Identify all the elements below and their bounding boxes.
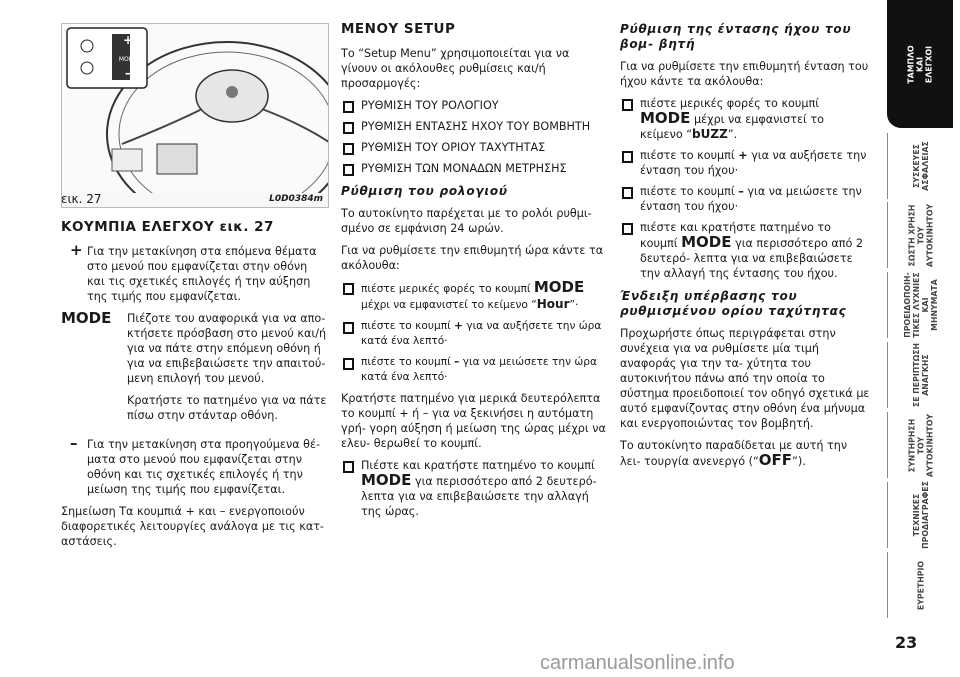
setup-item-text: ΡΥΘΜΙΣΗ ΤΩΝ ΜΟΝΑΔΩΝ ΜΕΤΡΗΣΗΣ <box>361 162 567 175</box>
tab-label: ΣΕ ΠΕΡΙΠΤΩΣΗ ΑΝΑΓΚΗΣ <box>912 342 930 408</box>
clock-step: πιέστε μερικές φορές το κουμπί MODE μέχρι να εμφανιστεί το κείμενο “Hour”· <box>341 280 607 313</box>
checkbox-bullet-icon <box>343 122 354 134</box>
checkbox-bullet-icon <box>343 101 354 113</box>
buzzer-p1: Για να ρυθμίσετε την επιθυμητή ένταση του ήχου κάντε τα ακόλουθα: <box>620 60 869 88</box>
plus-text: Για την μετακίνηση στα επόμενα θέματα στο μενού που εμφανίζεται στην οθόνη και τις σχετικές επιλογές ή την αύξηση της τιμής που εμφανίζεται. <box>87 245 317 303</box>
tab-safety-devices[interactable] <box>887 133 954 199</box>
tab-label: ΣΥΣΚΕΥΕΣ ΑΣΦΑΛΕΙΑΣ <box>912 141 930 191</box>
tab-label: ΣΩΣΤΗ ΧΡΗΣΗ ΤΟΥ ΑΥΤΟΚΙΝΗΤΟΥ <box>907 203 935 267</box>
buzzer-step: πιέστε μερικές φορές το κουμπί MODE μέχρι να εμφανιστεί το κείμενο “bUZZ”. <box>620 96 870 142</box>
tab-emergency[interactable] <box>887 342 954 408</box>
checkbox-bullet-icon <box>622 223 633 235</box>
tab-label: ΠΡΟΕΙΔΟΠΟΙΗ- ΤΙΚΕΣ ΛΥΧΝΙΕΣ ΚΑΙ ΜΗΝΥΜΑΤΑ <box>903 272 939 338</box>
checkbox-bullet-icon <box>343 164 354 176</box>
tab-maintenance[interactable] <box>887 412 954 478</box>
figure-minus-button: – <box>125 66 131 80</box>
buzzer-step: πιέστε το κουμπί – για να μειώσετε την ένταση του ήχου· <box>620 184 870 214</box>
clock-p3: Κρατήστε πατημένο για μερικά δευτερόλεπτα το κουμπί + ή – για να ξεκινήσει η αυτόματη γρή- γορη αύξηση ή μείωση της ώρας μέχρι να ελευ- θερωθεί το κουμπί. <box>341 392 606 450</box>
figure-mode-button: MODE <box>118 56 138 63</box>
speed-limit-p2: Προχωρήστε όπως περιγράφεται στην συνέχεια για να ρυθμίσετε μία τιμή αναφοράς για την τα- χύτητα του αυτοκινήτου πάνω από την οποία το σύστημα προειδοποιεί τον οδηγό σχετικά με αυτό εμφανίζοντας στην οθόνη ένα μήνυμα και ενεργοποιώντας τον βομβητή. <box>620 327 870 430</box>
buzzer-step: πιέστε και κρατήστε πατημένο το κουμπί MODE για περισσότερο από 2 δευτερό- λεπτα για να επιβεβαιώσετε την αλλαγή της έντασης του ήχου. <box>620 220 870 281</box>
checkbox-bullet-icon <box>622 187 633 199</box>
setup-menu-heading: ΜΕΝΟΥ SETUP <box>341 21 456 37</box>
setup-item-text: ΡΥΘΜΙΣΗ ΤΟΥ ΡΟΛΟΓΙΟΥ <box>361 99 499 112</box>
plus-description <box>61 241 327 304</box>
setup-item-text: ΡΥΘΜΙΣΗ ΕΝΤΑΣΗΣ ΗΧΟΥ ΤΟΥ ΒΟΜΒΗΤΗ <box>361 120 591 133</box>
tab-technical-specs[interactable] <box>887 482 954 548</box>
page-number: 23 <box>895 633 918 652</box>
figure-plus-button: + <box>122 33 134 47</box>
checkbox-bullet-icon <box>343 143 354 155</box>
watermark: carmanualsonline.info <box>540 652 735 674</box>
setup-item <box>341 140 607 155</box>
clock-step: πιέστε το κουμπί + για να αυξήσετε την ώρα κατά ένα λεπτό· <box>341 319 607 349</box>
tab-label: ΤΕΧΝΙΚΕΣ ΠΡΟΔΙΑΓΡΑΦΕΣ <box>912 481 930 549</box>
checkbox-bullet-icon <box>343 358 354 370</box>
column-3 <box>620 20 870 476</box>
clock-p1: Το αυτοκίνητο παρέχεται με το ρολόι ρυθμι- σμένο σε εμφάνιση 24 ωρών. <box>341 207 592 235</box>
steering-wheel-drawing <box>62 24 328 193</box>
figure-caption-text: εικ. 27 <box>61 192 102 206</box>
mode-text-1: Πιέζοτε του αναφορικά για να απο- κτήσετε πρόσβαση στο μενού και/ή για να πάτε στην επόμενη οθόνη ή για να επιβεβαιώσετε την απαιτού- μενη επιλογή του μενού. <box>127 312 327 385</box>
setup-item-text: ΡΥΘΜΙΣΗ ΤΟΥ ΟΡΙΟΥ ΤΑΧΥΤΗΤΑΣ <box>361 141 546 154</box>
clock-step: πιέστε το κουμπί – για να μειώσετε την ώρα κατά ένα λεπτό· <box>341 355 607 385</box>
tab-label: ΤΑΜΠΛΟ ΚΑΙ ΕΛΕΓΧΟΙ <box>906 44 934 84</box>
speed-limit-heading: Ένδειξη υπέρβασης του ρυθμισμένου ορίου ταχύτητας <box>620 289 847 318</box>
buzzer-step: πιέστε το κουμπί + για να αυξήσετε την ένταση του ήχου· <box>620 148 870 178</box>
mode-description <box>61 311 327 430</box>
setup-item <box>341 161 607 176</box>
setup-item <box>341 98 607 113</box>
mode-text-2: Κρατήστε το πατημένο για να πάτε πίσω στην στάνταρ οθόνη. <box>127 394 327 422</box>
chapter-sidebar <box>887 0 953 677</box>
clock-p2: Για να ρυθμίσετε την επιθυμητή ώρα κάντε τα ακόλουθα: <box>341 244 604 272</box>
checkbox-bullet-icon <box>622 151 633 163</box>
checkbox-bullet-icon <box>343 322 354 334</box>
tab-label: ΕΥΡΕΤΗΡΙΟ <box>916 560 926 610</box>
checkbox-bullet-icon <box>343 283 354 295</box>
setup-item <box>341 119 607 134</box>
tab-label: ΣΥΝΤΗΡΗΣΗ ΤΟΥ ΑΥΤΟΚΙΝΗΤΟΥ <box>907 413 935 477</box>
steering-wheel-figure <box>61 23 329 208</box>
plus-symbol: + <box>70 241 83 259</box>
note-paragraph: Σημείωση Τα κουμπιά + και – ενεργοποιούν διαφορετικές λειτουργίες ανάλογα με τις κατ- αστάσεις. <box>61 505 324 548</box>
controls-heading: ΚΟΥΜΠΙΑ ΕΛΕΓΧΟΥ εικ. 27 <box>61 219 274 235</box>
tab-index[interactable] <box>887 552 954 618</box>
speed-limit-p3: Το αυτοκίνητο παραδίδεται με αυτή την λει- τουργία ανενεργό (“OFF”). <box>620 439 848 469</box>
tab-warning-lights[interactable] <box>887 272 954 338</box>
column-2 <box>341 20 607 525</box>
checkbox-bullet-icon <box>622 99 633 111</box>
buzzer-heading: Ρύθμιση της έντασης ήχου του βομ- βητή <box>620 22 852 51</box>
setup-intro: Το “Setup Menu” χρησιμοποιείται για να γίνουν οι ακόλουθες ρυθμίσεις και/ή προσαρμογές: <box>341 47 570 90</box>
column-1 <box>61 218 327 556</box>
minus-description <box>61 434 327 497</box>
minus-text: Για την μετακίνηση στα προηγούμενα θέ- ματα στο μενού που εμφανίζεται στην οθόνη και τις σχετικές επιλογές ή την μείωση της τιμής που εμφανίζεται. <box>87 438 321 496</box>
clock-heading: Ρύθμιση του ρολογιού <box>341 184 508 198</box>
clock-step: Πιέστε και κρατήστε πατημένο το κουμπί MODE για περισσότερο από 2 δευτερό- λεπτα για να επιβεβαιώσετε την αλλαγή της ώρας. <box>341 458 607 519</box>
tab-dashboard-controls[interactable] <box>887 0 953 128</box>
figure-caption <box>61 192 327 208</box>
figure-code: L0D0384m <box>269 194 323 204</box>
mode-label: MODE <box>61 309 112 327</box>
minus-symbol: – <box>70 434 78 452</box>
checkbox-bullet-icon <box>343 461 354 473</box>
tab-correct-use[interactable] <box>887 202 954 268</box>
